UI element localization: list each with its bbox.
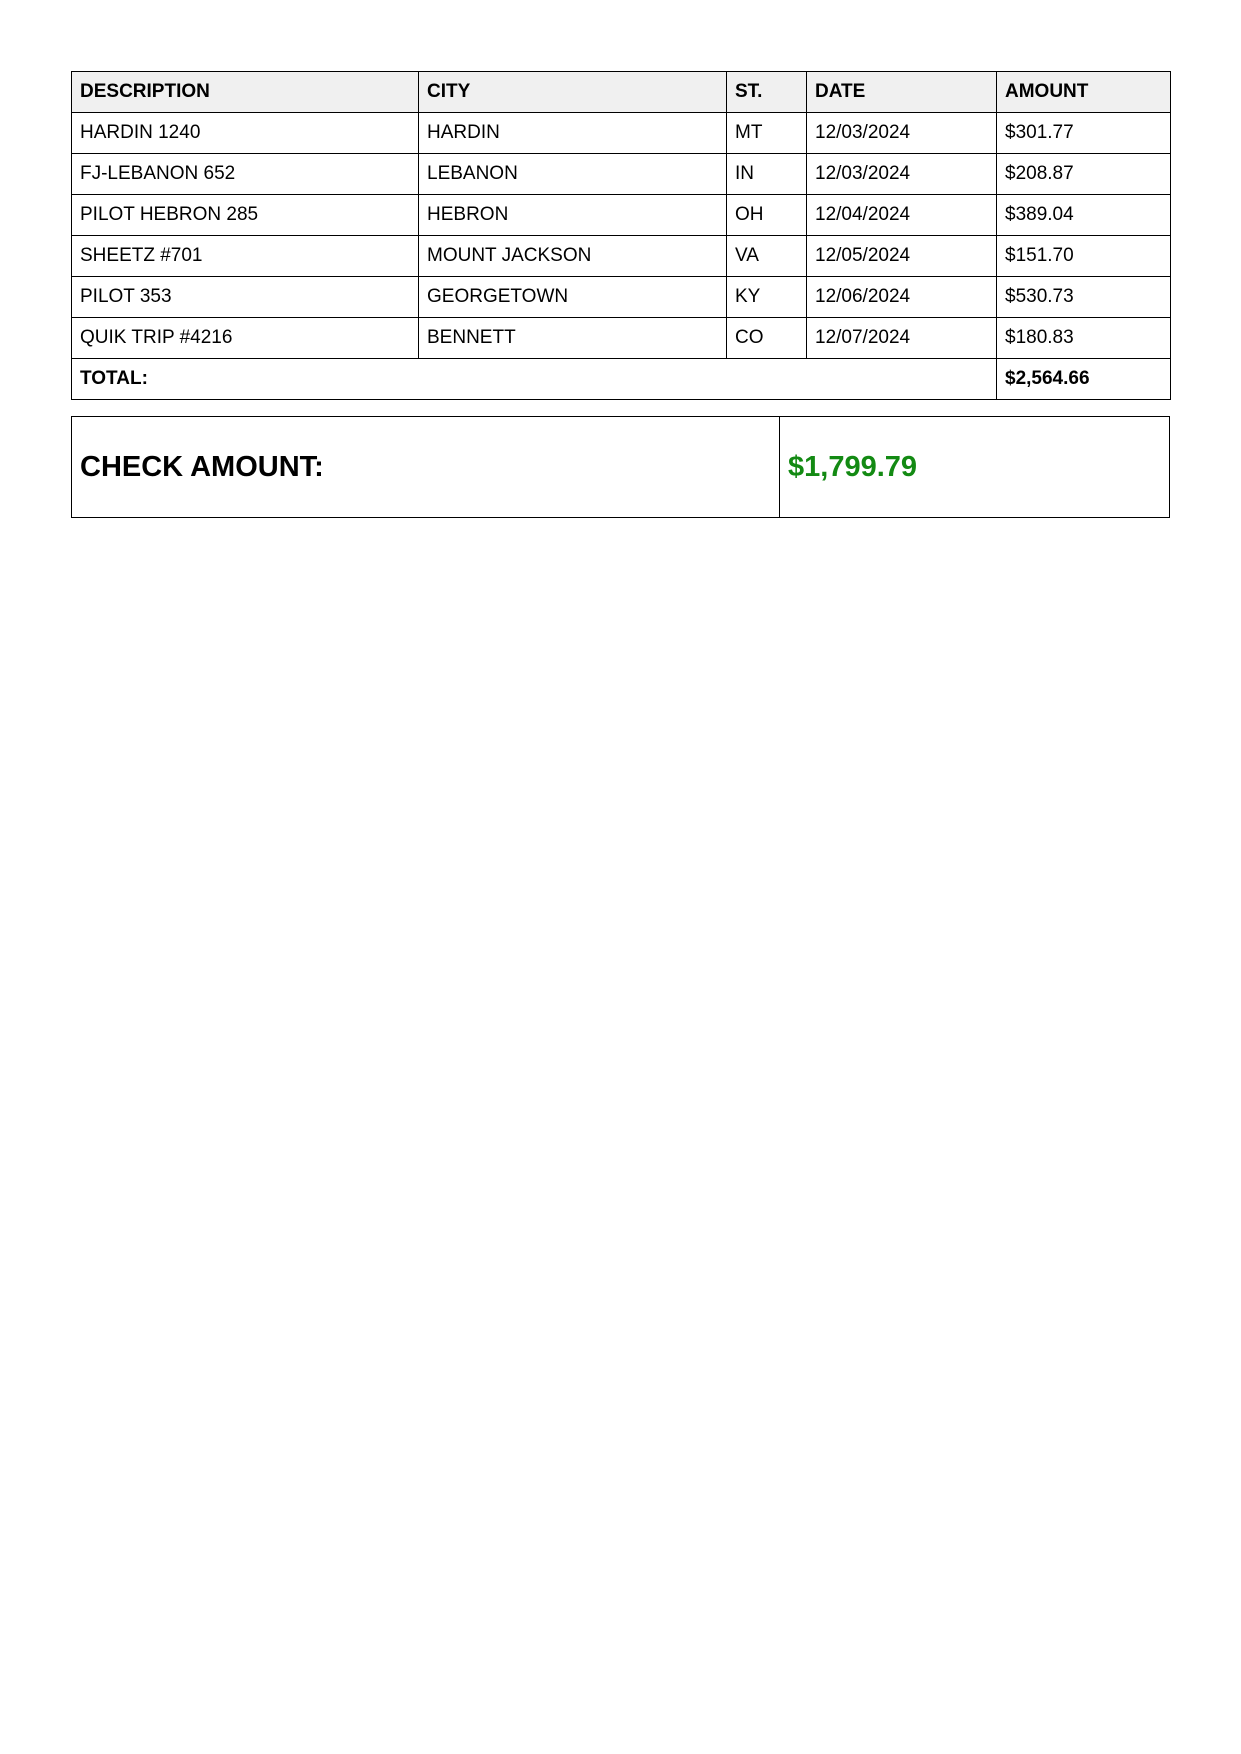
description-cell: HARDIN 1240 bbox=[72, 113, 419, 154]
table-row bbox=[72, 113, 1171, 154]
city-cell: BENNETT bbox=[419, 318, 727, 359]
city-cell: HARDIN bbox=[419, 113, 727, 154]
amount-cell: $180.83 bbox=[997, 318, 1171, 359]
date-cell: 12/05/2024 bbox=[807, 236, 997, 277]
check-amount-value: $1,799.79 bbox=[788, 450, 918, 483]
state-cell: CO bbox=[727, 318, 807, 359]
check-amount-label: CHECK AMOUNT: bbox=[80, 450, 324, 483]
amount-cell: $301.77 bbox=[997, 113, 1171, 154]
state-cell: KY bbox=[727, 277, 807, 318]
column-header-city: CITY bbox=[419, 72, 727, 113]
description-cell: FJ-LEBANON 652 bbox=[72, 154, 419, 195]
table-row bbox=[72, 154, 1171, 195]
state-cell: IN bbox=[727, 154, 807, 195]
amount-cell: $151.70 bbox=[997, 236, 1171, 277]
check-amount-label-cell bbox=[72, 417, 780, 517]
city-cell: GEORGETOWN bbox=[419, 277, 727, 318]
table-row bbox=[72, 318, 1171, 359]
description-cell: QUIK TRIP #4216 bbox=[72, 318, 419, 359]
column-header-amount: AMOUNT bbox=[997, 72, 1171, 113]
city-cell: MOUNT JACKSON bbox=[419, 236, 727, 277]
table-row bbox=[72, 195, 1171, 236]
total-label: TOTAL: bbox=[72, 359, 997, 400]
amount-cell: $389.04 bbox=[997, 195, 1171, 236]
amount-cell: $530.73 bbox=[997, 277, 1171, 318]
state-cell: OH bbox=[727, 195, 807, 236]
table-row bbox=[72, 277, 1171, 318]
description-cell: PILOT 353 bbox=[72, 277, 419, 318]
total-value: $2,564.66 bbox=[997, 359, 1171, 400]
description-cell: PILOT HEBRON 285 bbox=[72, 195, 419, 236]
date-cell: 12/04/2024 bbox=[807, 195, 997, 236]
table-row bbox=[72, 236, 1171, 277]
document-page bbox=[71, 71, 1170, 518]
date-cell: 12/03/2024 bbox=[807, 113, 997, 154]
description-cell: SHEETZ #701 bbox=[72, 236, 419, 277]
check-amount-value-cell bbox=[780, 417, 1169, 517]
column-header-description: DESCRIPTION bbox=[72, 72, 419, 113]
table-header-row bbox=[72, 72, 1171, 113]
city-cell: LEBANON bbox=[419, 154, 727, 195]
state-cell: MT bbox=[727, 113, 807, 154]
date-cell: 12/03/2024 bbox=[807, 154, 997, 195]
date-cell: 12/06/2024 bbox=[807, 277, 997, 318]
date-cell: 12/07/2024 bbox=[807, 318, 997, 359]
state-cell: VA bbox=[727, 236, 807, 277]
city-cell: HEBRON bbox=[419, 195, 727, 236]
column-header-state: ST. bbox=[727, 72, 807, 113]
check-amount-box bbox=[71, 416, 1170, 518]
fuel-expense-table bbox=[71, 71, 1171, 400]
amount-cell: $208.87 bbox=[997, 154, 1171, 195]
column-header-date: DATE bbox=[807, 72, 997, 113]
total-row bbox=[72, 359, 1171, 400]
